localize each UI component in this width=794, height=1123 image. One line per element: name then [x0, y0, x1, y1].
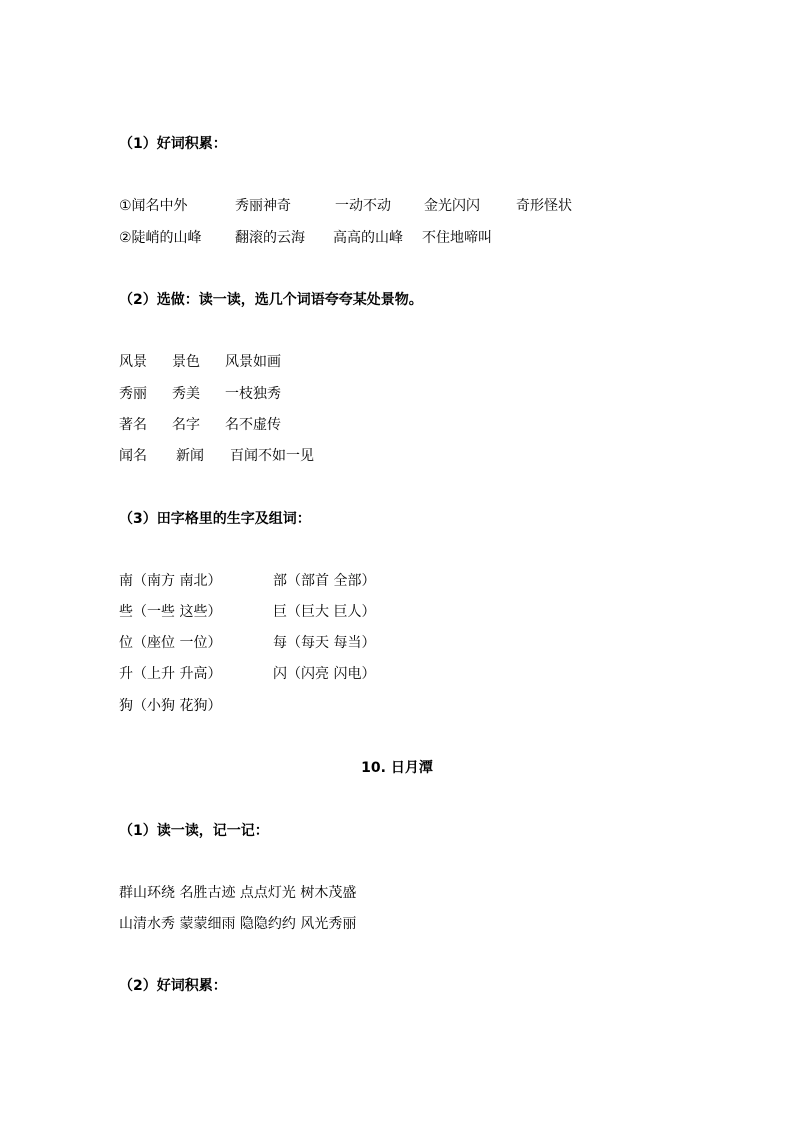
word: 名字: [172, 417, 200, 433]
word: 百闻不如一见: [230, 448, 314, 464]
character-entry: 南（南方 南北）: [119, 573, 222, 589]
word: 新闻: [176, 448, 204, 464]
word: ②陡峭的山峰: [119, 230, 202, 246]
lesson-title: 10. 日月潭: [361, 760, 433, 776]
word: ①闻名中外: [119, 198, 188, 214]
word: 风景如画: [225, 354, 281, 370]
word: 高高的山峰: [333, 230, 403, 246]
character-entry: 些（一些 这些）: [119, 604, 222, 620]
word: 风景: [119, 354, 147, 370]
word: 金光闪闪: [424, 198, 480, 214]
s10-q1-heading: （1）读一读，记一记：: [119, 823, 269, 839]
q3-heading: （3）田字格里的生字及组词：: [119, 511, 311, 527]
character-entry: 位（座位 一位）: [119, 635, 222, 651]
character-entry: 闪（闪亮 闪电）: [273, 666, 376, 682]
word: 闻名: [119, 448, 147, 464]
word: 秀丽: [119, 386, 147, 402]
word: 名不虚传: [225, 417, 281, 433]
word: 一枝独秀: [225, 386, 281, 402]
character-entry: 巨（巨大 巨人）: [273, 604, 376, 620]
q1-heading: （1）好词积累：: [119, 136, 227, 152]
character-entry: 狗（小狗 花狗）: [119, 698, 222, 714]
word: 秀丽神奇: [235, 198, 291, 214]
s10-q2-heading: （2）好词积累：: [119, 978, 227, 994]
word: 奇形怪状: [516, 198, 572, 214]
s10-q1-row-1: 群山环绕 名胜古迹 点点灯光 树木茂盛: [119, 885, 357, 901]
word: 翻滚的云海: [235, 230, 305, 246]
word: 著名: [119, 417, 147, 433]
character-entry: 每（每天 每当）: [273, 635, 376, 651]
character-entry: 升（上升 升高）: [119, 666, 222, 682]
word: 一动不动: [335, 198, 391, 214]
character-entry: 部（部首 全部）: [273, 573, 376, 589]
word: 景色: [172, 354, 200, 370]
word: 不住地啼叫: [422, 230, 492, 246]
q2-heading: （2）选做：读一读，选几个词语夸夸某处景物。: [119, 292, 423, 308]
word: 秀美: [172, 386, 200, 402]
s10-q1-row-2: 山清水秀 蒙蒙细雨 隐隐约约 风光秀丽: [119, 916, 357, 932]
